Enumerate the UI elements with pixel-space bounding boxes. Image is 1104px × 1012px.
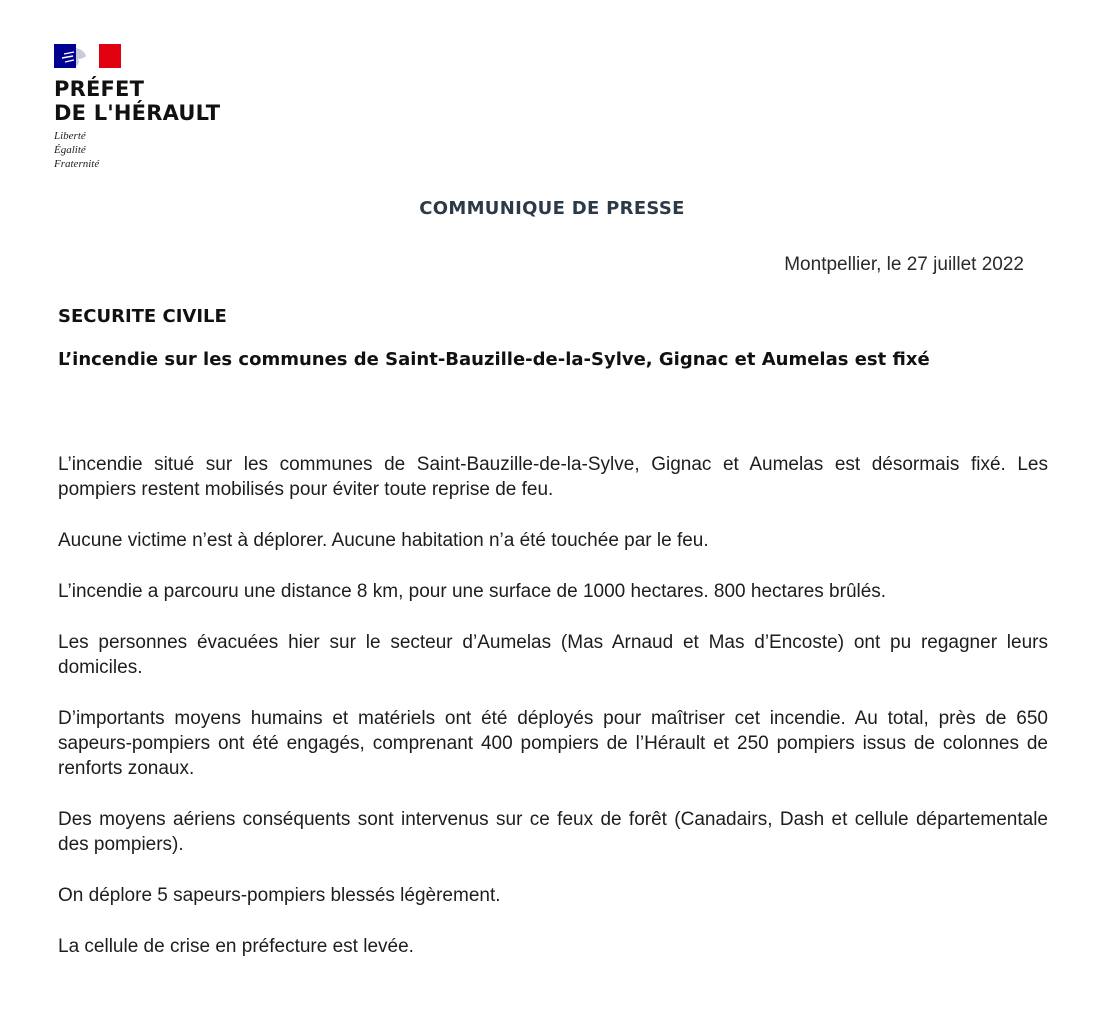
motto-liberte: Liberté — [54, 130, 86, 142]
paragraph: L’incendie a parcouru une distance 8 km, pour une surface de 1000 hectares. 800 hectares brûlés. — [58, 581, 887, 602]
motto-egalite: Égalité — [54, 144, 86, 156]
motto-fraternite: Fraternité — [54, 158, 100, 170]
paragraph: La cellule de crise en préfecture est levée. — [58, 936, 414, 957]
prefet-title — [54, 77, 254, 125]
press-release-body — [58, 452, 1048, 985]
paragraph: Les personnes évacuées hier sur le secteur d’Aumelas (Mas Arnaud et Mas d’Encoste) ont pu regagner leurs domiciles. — [58, 632, 1048, 678]
document-type-heading: COMMUNIQUE DE PRESSE — [419, 198, 685, 219]
press-release-headline: L’incendie sur les communes de Saint-Bauzille-de-la-Sylve, Gignac et Aumelas est fixé — [58, 349, 930, 370]
paragraph: On déplore 5 sapeurs-pompiers blessés légèrement. — [58, 885, 501, 906]
marianne-flag-icon — [54, 44, 121, 68]
category-heading: SECURITE CIVILE — [58, 306, 227, 327]
paragraph: L’incendie situé sur les communes de Saint-Bauzille-de-la-Sylve, Gignac et Aumelas est désormais fixé. Les pompiers restent mobilisés pour éviter toute reprise de feu. — [58, 454, 1048, 500]
paragraph: Aucune victime n’est à déplorer. Aucune habitation n’a été touchée par le feu. — [58, 530, 709, 551]
date-line: Montpellier, le 27 juillet 2022 — [784, 254, 1024, 275]
paragraph: D’importants moyens humains et matériels ont été déployés pour maîtriser cet incendie. Au total, près de 650 sapeurs-pompiers ont été engagés, comprenant 400 pompiers de l’Hérault et 250 pompiers issus de colonnes de renforts zonaux. — [58, 708, 1048, 779]
republic-motto — [54, 129, 254, 171]
prefet-line-2: DE L'HÉRAULT — [54, 101, 221, 125]
prefet-line-1: PRÉFET — [54, 77, 145, 101]
paragraph: Des moyens aériens conséquents sont intervenus sur ce feux de forêt (Canadairs, Dash et cellule départementale des pompiers). — [58, 809, 1048, 855]
prefecture-logo — [54, 44, 254, 171]
